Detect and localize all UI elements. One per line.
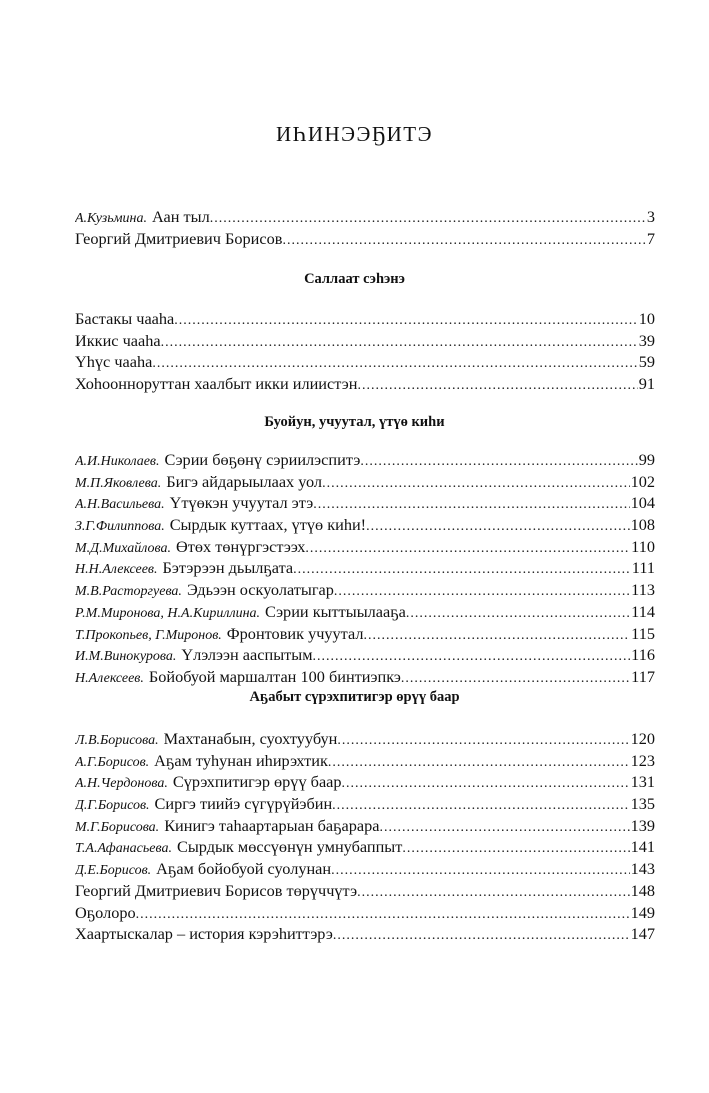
toc-entry bbox=[75, 373, 655, 395]
entry-page-number: 141 bbox=[630, 837, 655, 857]
entry-author: Н.Н.Алексеев. bbox=[75, 562, 158, 578]
dot-leader bbox=[333, 925, 630, 945]
entry-page-number: 102 bbox=[630, 471, 655, 491]
dot-leader bbox=[322, 473, 630, 493]
entry-page-number: 104 bbox=[630, 493, 655, 513]
dot-leader bbox=[331, 860, 629, 880]
toc-entry bbox=[75, 666, 655, 688]
section-heading: Аҕабыт сүрэхпитигэр өрүү баар bbox=[249, 689, 460, 705]
entry-author: А.Кузьмина. bbox=[75, 211, 147, 226]
entry-title: Өтөх төнүргэстээх bbox=[176, 536, 306, 556]
entry-title: Үтүөкэн учуутал этэ bbox=[169, 493, 314, 513]
entry-title: Үһүс чааһа bbox=[75, 352, 153, 372]
entry-page-number: 111 bbox=[631, 558, 655, 578]
toc-entry bbox=[75, 644, 655, 666]
entry-page-number: 135 bbox=[630, 794, 655, 814]
dot-leader bbox=[332, 795, 629, 815]
page-title: ИҺИНЭЭҔИТЭ bbox=[276, 122, 433, 146]
entry-page-number: 131 bbox=[630, 772, 655, 792]
toc-entry bbox=[75, 308, 655, 330]
entry-author: Н.Алексеев. bbox=[75, 670, 144, 686]
dot-leader bbox=[152, 353, 637, 373]
toc-entry bbox=[75, 579, 655, 601]
entry-author: Т.Прокопьев, Г.Миронов. bbox=[75, 627, 222, 643]
toc-entry bbox=[75, 815, 655, 837]
entry-page-number: 116 bbox=[631, 645, 655, 665]
toc-entry bbox=[75, 836, 655, 858]
entry-page-number: 110 bbox=[631, 536, 655, 556]
dot-leader bbox=[328, 752, 630, 772]
entry-title: Иккис чааһа bbox=[75, 330, 161, 350]
entry-author: М.В.Расторгуева. bbox=[75, 584, 182, 600]
entry-title: Хоһоонноруттан хаалбыт икки илиистэн bbox=[75, 374, 358, 394]
entry-page-number: 39 bbox=[638, 330, 655, 350]
toc-entry bbox=[75, 557, 655, 579]
entry-title: Сырдык куттаах, үтүө киһи! bbox=[169, 515, 367, 535]
dot-leader bbox=[305, 538, 630, 558]
entry-page-number: 113 bbox=[631, 580, 655, 600]
toc-entry bbox=[75, 623, 655, 645]
entry-page-number: 120 bbox=[630, 729, 655, 748]
entry-author: А.И.Николаев. bbox=[75, 454, 160, 469]
dot-leader bbox=[161, 332, 638, 352]
entry-title: Үлэлээн ааспытым bbox=[181, 645, 313, 665]
entry-author: А.Н.Чердонова. bbox=[75, 776, 168, 792]
entry-page-number: 7 bbox=[646, 228, 655, 248]
entry-author: М.Г.Борисова. bbox=[75, 819, 160, 835]
entry-author: Д.Г.Борисов. bbox=[75, 798, 150, 814]
entry-author: Т.А.Афанасьева. bbox=[75, 841, 172, 857]
entry-title: Сиргэ тиийэ сүгүрүйэбин bbox=[154, 794, 333, 814]
dot-leader bbox=[360, 451, 637, 471]
entry-title: Кинигэ таһаартарыан баҕарара bbox=[164, 815, 380, 835]
entry-title: Хаартыскалар – история кэрэһиттэрэ bbox=[75, 924, 333, 944]
entry-title: Бэтэрээн дьылҕата bbox=[162, 558, 294, 578]
toc-entry bbox=[75, 514, 655, 536]
entry-title: Бойобуой маршалтан 100 бинтиэпкэ bbox=[148, 666, 401, 686]
entry-title: Эдьээн оскуолатыгар bbox=[186, 580, 334, 600]
dot-leader bbox=[402, 838, 629, 858]
dot-leader bbox=[210, 208, 646, 228]
entry-title: Георгий Дмитриевич Борисов төрүччүтэ bbox=[75, 880, 358, 900]
entry-author: М.Д.Михайлова. bbox=[75, 540, 172, 556]
dot-leader bbox=[293, 559, 631, 579]
entry-title: Махтанабын, суохтуубун bbox=[163, 729, 338, 748]
toc-intro-group bbox=[75, 206, 655, 249]
entry-author: А.Н.Васильева. bbox=[75, 497, 165, 513]
entry-title: Бастакы чааһа bbox=[75, 309, 175, 328]
toc-entry bbox=[75, 330, 655, 352]
dot-leader bbox=[313, 494, 629, 514]
dot-leader bbox=[334, 581, 630, 601]
section-heading: Саллаат сэһэнэ bbox=[304, 271, 405, 287]
dot-leader bbox=[406, 603, 630, 623]
entry-title: Бигэ айдарыылаах уол bbox=[166, 471, 323, 491]
toc-entry bbox=[75, 858, 655, 880]
entry-page-number: 148 bbox=[630, 880, 655, 900]
entry-title: Аан тыл bbox=[152, 207, 210, 226]
dot-leader bbox=[337, 730, 629, 750]
toc-entry bbox=[75, 536, 655, 558]
dot-leader bbox=[357, 375, 637, 395]
entry-title: Фронтовик учуутал bbox=[226, 623, 364, 643]
entry-author: З.Г.Филиппова. bbox=[75, 519, 165, 535]
toc-section-group bbox=[75, 308, 655, 395]
entry-title: Сүрэхпитигэр өрүү баар bbox=[172, 772, 342, 792]
entry-page-number: 115 bbox=[631, 623, 655, 643]
dot-leader bbox=[364, 625, 631, 645]
entry-author: Л.В.Борисова. bbox=[75, 733, 159, 748]
toc-entry bbox=[75, 228, 655, 250]
entry-page-number: 99 bbox=[638, 450, 655, 469]
dot-leader bbox=[379, 817, 629, 837]
toc-entry bbox=[75, 492, 655, 514]
entry-page-number: 139 bbox=[630, 815, 655, 835]
toc-entry bbox=[75, 750, 655, 772]
toc-section-group bbox=[75, 728, 655, 945]
entry-page-number: 123 bbox=[630, 750, 655, 770]
entry-author: Р.М.Миронова, Н.А.Кириллина. bbox=[75, 605, 261, 621]
entry-title: Георгий Дмитриевич Борисов bbox=[75, 228, 283, 248]
entry-title: Сэрии кыттыылааҕа bbox=[265, 601, 406, 621]
dot-leader bbox=[366, 516, 629, 536]
toc-entry bbox=[75, 771, 655, 793]
dot-leader bbox=[401, 668, 630, 688]
toc-section-group bbox=[75, 449, 655, 688]
dot-leader bbox=[282, 230, 645, 250]
entry-title: Оҕолоро bbox=[75, 902, 136, 922]
entry-page-number: 114 bbox=[631, 601, 655, 621]
entry-page-number: 143 bbox=[630, 859, 655, 879]
toc-entry bbox=[75, 351, 655, 373]
section-heading: Буойун, учуутал, үтүө киһи bbox=[264, 414, 445, 430]
entry-author: М.П.Яковлева. bbox=[75, 475, 162, 491]
entry-page-number: 117 bbox=[631, 666, 655, 686]
toc-entry bbox=[75, 902, 655, 924]
entry-title: Аҕам туһунан иһирэхтик bbox=[154, 750, 328, 770]
toc-entry bbox=[75, 206, 655, 228]
toc-entry bbox=[75, 728, 655, 750]
entry-author: А.Г.Борисов. bbox=[75, 754, 150, 770]
entry-page-number: 108 bbox=[630, 515, 655, 535]
entry-title: Аҕам бойобуой суолунан bbox=[156, 859, 332, 879]
dot-leader bbox=[174, 310, 637, 330]
toc-entry bbox=[75, 793, 655, 815]
entry-author: Д.Е.Борисов. bbox=[75, 863, 152, 879]
entry-title: Сырдык мөссүөнүн умнубаппыт bbox=[176, 837, 403, 857]
dot-leader bbox=[313, 646, 631, 666]
toc-entry bbox=[75, 880, 655, 902]
dot-leader bbox=[357, 882, 630, 902]
entry-author: И.М.Винокурова. bbox=[75, 649, 177, 665]
entry-page-number: 147 bbox=[630, 924, 655, 944]
entry-page-number: 91 bbox=[638, 374, 655, 394]
entry-page-number: 3 bbox=[646, 207, 655, 226]
dot-leader bbox=[136, 904, 630, 924]
entry-page-number: 59 bbox=[638, 352, 655, 372]
entry-page-number: 10 bbox=[638, 309, 655, 328]
entry-title: Сэрии бөҕөнү сэриилэспитэ bbox=[164, 450, 361, 469]
toc-entry bbox=[75, 449, 655, 471]
toc-entry bbox=[75, 471, 655, 493]
toc-entry bbox=[75, 601, 655, 623]
toc-entry bbox=[75, 923, 655, 945]
entry-page-number: 149 bbox=[630, 902, 655, 922]
dot-leader bbox=[342, 773, 630, 793]
